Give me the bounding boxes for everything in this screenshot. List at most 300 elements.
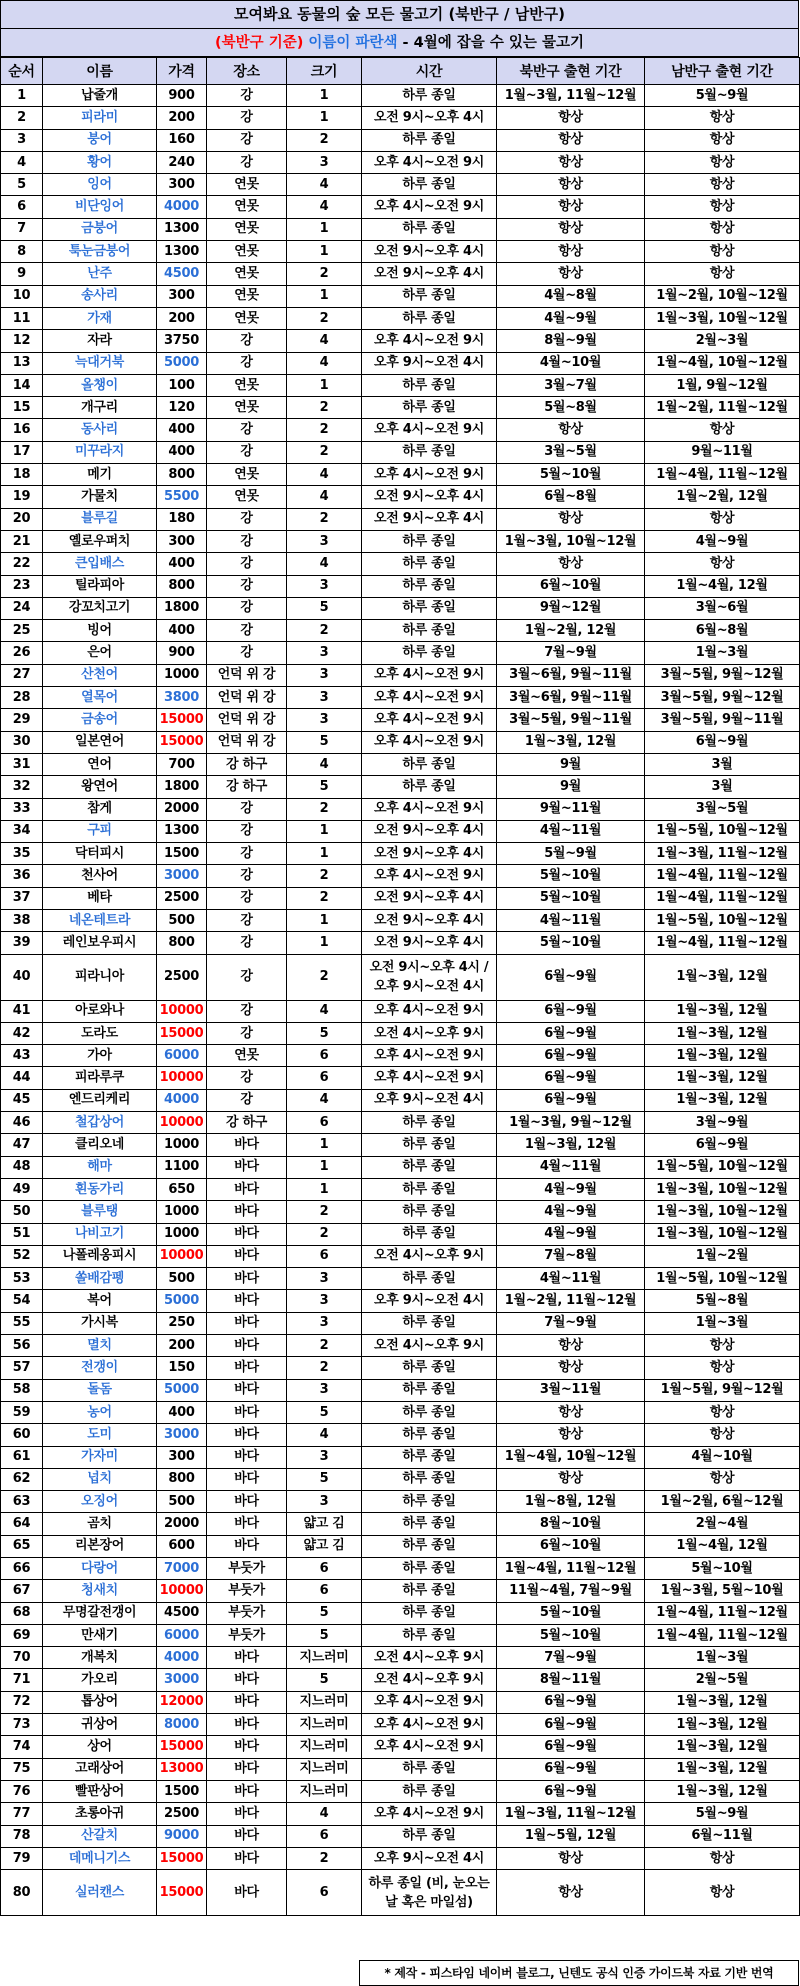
fish-price-cell[interactable]: 6000 [157,1624,207,1646]
fish-time-cell[interactable]: 하루 종일 [362,174,497,196]
fish-south-period-cell[interactable]: 1월~3월, 10월~12월 [645,1201,800,1223]
fish-name-cell[interactable]: 청새치 [43,1580,157,1602]
fish-price-cell[interactable]: 160 [157,129,207,151]
fish-north-period-cell[interactable]: 4월~9월 [497,1201,645,1223]
fish-no-cell[interactable]: 67 [1,1580,43,1602]
fish-north-period-cell[interactable]: 1월~2월, 12월 [497,620,645,642]
fish-time-cell[interactable]: 하루 종일 [362,1401,497,1423]
fish-price-cell[interactable]: 2000 [157,1513,207,1535]
fish-place-cell[interactable]: 바다 [207,1290,287,1312]
fish-size-cell[interactable]: 3 [287,1379,362,1401]
fish-place-cell[interactable]: 부둣가 [207,1624,287,1646]
fish-size-cell[interactable]: 2 [287,1357,362,1379]
fish-price-cell[interactable]: 2500 [157,1803,207,1825]
fish-time-cell[interactable]: 하루 종일 [362,530,497,552]
fish-place-cell[interactable]: 바다 [207,1379,287,1401]
fish-name-cell[interactable]: 미꾸라지 [43,441,157,463]
fish-time-cell[interactable]: 오후 4시~오전 9시 [362,419,497,441]
fish-south-period-cell[interactable]: 3월~9월 [645,1112,800,1134]
fish-time-cell[interactable]: 오후 4시~오전 9시 [362,798,497,820]
fish-south-period-cell[interactable]: 1월~2월, 10월~12월 [645,285,800,307]
fish-south-period-cell[interactable]: 1월~4월, 11월~12월 [645,1624,800,1646]
fish-place-cell[interactable]: 바다 [207,1847,287,1869]
fish-price-cell[interactable]: 10000 [157,1112,207,1134]
fish-north-period-cell[interactable]: 8월~9월 [497,330,645,352]
fish-no-cell[interactable]: 63 [1,1491,43,1513]
fish-price-cell[interactable]: 5500 [157,486,207,508]
fish-north-period-cell[interactable]: 1월~8월, 12월 [497,1491,645,1513]
fish-name-cell[interactable]: 산천어 [43,664,157,686]
fish-no-cell[interactable]: 72 [1,1691,43,1713]
fish-size-cell[interactable]: 6 [287,1067,362,1089]
fish-name-cell[interactable]: 강꼬치고기 [43,597,157,619]
fish-place-cell[interactable]: 강 [207,843,287,865]
fish-north-period-cell[interactable]: 3월~11월 [497,1379,645,1401]
fish-time-cell[interactable]: 오후 4시~오전 9시 [362,687,497,709]
fish-place-cell[interactable]: 바다 [207,1268,287,1290]
fish-south-period-cell[interactable]: 항상 [645,419,800,441]
fish-name-cell[interactable]: 잉어 [43,174,157,196]
fish-price-cell[interactable]: 120 [157,397,207,419]
fish-place-cell[interactable]: 바다 [207,1134,287,1156]
fish-south-period-cell[interactable]: 항상 [645,553,800,575]
fish-north-period-cell[interactable]: 6월~9월 [497,1736,645,1758]
fish-north-period-cell[interactable]: 항상 [497,241,645,263]
fish-no-cell[interactable]: 2 [1,107,43,129]
fish-south-period-cell[interactable]: 항상 [645,151,800,173]
fish-place-cell[interactable]: 바다 [207,1691,287,1713]
fish-price-cell[interactable]: 180 [157,508,207,530]
fish-south-period-cell[interactable]: 항상 [645,263,800,285]
fish-place-cell[interactable]: 바다 [207,1424,287,1446]
fish-north-period-cell[interactable]: 8월~11월 [497,1669,645,1691]
fish-size-cell[interactable]: 2 [287,508,362,530]
col-header-time[interactable]: 시간 [362,58,497,85]
fish-price-cell[interactable]: 1500 [157,843,207,865]
fish-south-period-cell[interactable]: 1월~2월, 12월 [645,486,800,508]
fish-no-cell[interactable]: 28 [1,687,43,709]
fish-size-cell[interactable]: 5 [287,776,362,798]
fish-north-period-cell[interactable]: 항상 [497,419,645,441]
fish-no-cell[interactable]: 26 [1,642,43,664]
fish-size-cell[interactable]: 4 [287,553,362,575]
fish-south-period-cell[interactable]: 항상 [645,508,800,530]
fish-north-period-cell[interactable]: 1월~3월, 10월~12월 [497,530,645,552]
fish-south-period-cell[interactable]: 4월~10월 [645,1446,800,1468]
fish-place-cell[interactable]: 강 [207,553,287,575]
fish-name-cell[interactable]: 가자미 [43,1446,157,1468]
fish-name-cell[interactable]: 개구리 [43,397,157,419]
fish-south-period-cell[interactable]: 항상 [645,1401,800,1423]
fish-size-cell[interactable]: 5 [287,1624,362,1646]
fish-size-cell[interactable]: 3 [287,1312,362,1334]
fish-size-cell[interactable]: 지느러미 [287,1758,362,1780]
fish-price-cell[interactable]: 4000 [157,1089,207,1111]
fish-north-period-cell[interactable]: 6월~9월 [497,1067,645,1089]
fish-south-period-cell[interactable]: 5월~8월 [645,1290,800,1312]
fish-name-cell[interactable]: 쏠배감펭 [43,1268,157,1290]
fish-size-cell[interactable]: 2 [287,620,362,642]
fish-price-cell[interactable]: 15000 [157,1022,207,1044]
fish-price-cell[interactable]: 1500 [157,1780,207,1802]
col-header-place[interactable]: 장소 [207,58,287,85]
fish-time-cell[interactable]: 하루 종일 [362,1602,497,1624]
fish-name-cell[interactable]: 옐로우퍼치 [43,530,157,552]
fish-time-cell[interactable]: 오전 9시~오후 4시 [362,820,497,842]
fish-price-cell[interactable]: 400 [157,553,207,575]
fish-south-period-cell[interactable]: 1월~3월, 12월 [645,1714,800,1736]
fish-south-period-cell[interactable]: 9월~11월 [645,441,800,463]
fish-no-cell[interactable]: 32 [1,776,43,798]
fish-name-cell[interactable]: 천사어 [43,865,157,887]
fish-name-cell[interactable]: 상어 [43,1736,157,1758]
fish-name-cell[interactable]: 초롱아귀 [43,1803,157,1825]
fish-south-period-cell[interactable]: 1월~2월, 11월~12월 [645,397,800,419]
fish-south-period-cell[interactable]: 1월~3월, 12월 [645,1691,800,1713]
fish-north-period-cell[interactable]: 9월 [497,753,645,775]
fish-north-period-cell[interactable]: 항상 [497,129,645,151]
fish-place-cell[interactable]: 언덕 위 강 [207,687,287,709]
fish-price-cell[interactable]: 15000 [157,1736,207,1758]
fish-size-cell[interactable]: 2 [287,1201,362,1223]
fish-north-period-cell[interactable]: 항상 [497,1401,645,1423]
fish-price-cell[interactable]: 10000 [157,1067,207,1089]
fish-size-cell[interactable]: 4 [287,486,362,508]
fish-north-period-cell[interactable]: 5월~10월 [497,464,645,486]
fish-size-cell[interactable]: 5 [287,1022,362,1044]
fish-size-cell[interactable]: 5 [287,1468,362,1490]
fish-name-cell[interactable]: 네온테트라 [43,909,157,931]
fish-price-cell[interactable]: 4500 [157,263,207,285]
fish-no-cell[interactable]: 25 [1,620,43,642]
fish-name-cell[interactable]: 고래상어 [43,1758,157,1780]
fish-size-cell[interactable]: 지느러미 [287,1691,362,1713]
fish-time-cell[interactable]: 오후 4시~오전 9시 [362,731,497,753]
fish-south-period-cell[interactable]: 1월~3월, 12월 [645,1089,800,1111]
fish-size-cell[interactable]: 5 [287,1401,362,1423]
fish-price-cell[interactable]: 4500 [157,1602,207,1624]
fish-north-period-cell[interactable]: 5월~10월 [497,1602,645,1624]
fish-price-cell[interactable]: 8000 [157,1714,207,1736]
fish-name-cell[interactable]: 나폴레옹피시 [43,1245,157,1267]
fish-time-cell[interactable]: 하루 종일 [362,1424,497,1446]
fish-south-period-cell[interactable]: 항상 [645,241,800,263]
fish-size-cell[interactable]: 얇고 김 [287,1513,362,1535]
fish-no-cell[interactable]: 77 [1,1803,43,1825]
fish-no-cell[interactable]: 21 [1,530,43,552]
fish-time-cell[interactable]: 오전 9시~오후 4시 [362,107,497,129]
fish-size-cell[interactable]: 5 [287,597,362,619]
fish-size-cell[interactable]: 1 [287,843,362,865]
fish-no-cell[interactable]: 8 [1,241,43,263]
col-header-name[interactable]: 이름 [43,58,157,85]
fish-price-cell[interactable]: 200 [157,307,207,329]
fish-north-period-cell[interactable]: 5월~8월 [497,397,645,419]
fish-place-cell[interactable]: 연못 [207,263,287,285]
fish-place-cell[interactable]: 강 [207,530,287,552]
fish-price-cell[interactable]: 3000 [157,865,207,887]
fish-name-cell[interactable]: 도라도 [43,1022,157,1044]
fish-north-period-cell[interactable]: 7월~8월 [497,1245,645,1267]
fish-price-cell[interactable]: 250 [157,1312,207,1334]
fish-size-cell[interactable]: 2 [287,887,362,909]
fish-price-cell[interactable]: 5000 [157,1379,207,1401]
fish-south-period-cell[interactable]: 1월~4월, 12월 [645,1535,800,1557]
fish-size-cell[interactable]: 5 [287,1669,362,1691]
fish-name-cell[interactable]: 납줄개 [43,85,157,107]
fish-place-cell[interactable]: 강 [207,85,287,107]
fish-north-period-cell[interactable]: 1월~3월, 9월~12월 [497,1112,645,1134]
fish-north-period-cell[interactable]: 6월~9월 [497,1780,645,1802]
fish-time-cell[interactable]: 하루 종일 [362,642,497,664]
fish-place-cell[interactable]: 연못 [207,241,287,263]
fish-north-period-cell[interactable]: 5월~10월 [497,932,645,954]
fish-place-cell[interactable]: 강 [207,330,287,352]
fish-north-period-cell[interactable]: 1월~3월, 12월 [497,1134,645,1156]
fish-place-cell[interactable]: 강 [207,887,287,909]
fish-time-cell[interactable]: 하루 종일 [362,1446,497,1468]
col-header-price[interactable]: 가격 [157,58,207,85]
fish-place-cell[interactable]: 강 [207,107,287,129]
fish-size-cell[interactable]: 4 [287,196,362,218]
fish-price-cell[interactable]: 100 [157,374,207,396]
fish-no-cell[interactable]: 6 [1,196,43,218]
fish-price-cell[interactable]: 800 [157,464,207,486]
fish-no-cell[interactable]: 80 [1,1870,43,1916]
fish-name-cell[interactable]: 레인보우피시 [43,932,157,954]
fish-place-cell[interactable]: 연못 [207,464,287,486]
fish-place-cell[interactable]: 언덕 위 강 [207,731,287,753]
fish-time-cell[interactable]: 오후 4시~오전 9시 [362,1000,497,1022]
fish-size-cell[interactable]: 2 [287,954,362,1000]
fish-size-cell[interactable]: 5 [287,1602,362,1624]
fish-time-cell[interactable]: 하루 종일 (비, 눈오는 날 혹은 마일섬) [362,1870,497,1916]
fish-north-period-cell[interactable]: 9월~11월 [497,798,645,820]
fish-size-cell[interactable]: 1 [287,1156,362,1178]
fish-price-cell[interactable]: 800 [157,932,207,954]
fish-time-cell[interactable]: 하루 종일 [362,1491,497,1513]
fish-name-cell[interactable]: 빙어 [43,620,157,642]
fish-name-cell[interactable]: 블루길 [43,508,157,530]
fish-south-period-cell[interactable]: 항상 [645,129,800,151]
fish-north-period-cell[interactable]: 항상 [497,508,645,530]
fish-time-cell[interactable]: 오후 4시~오전 9시 [362,1067,497,1089]
fish-north-period-cell[interactable]: 9월~12월 [497,597,645,619]
fish-time-cell[interactable]: 하루 종일 [362,1223,497,1245]
fish-south-period-cell[interactable]: 항상 [645,196,800,218]
fish-size-cell[interactable]: 2 [287,419,362,441]
fish-price-cell[interactable]: 1000 [157,1201,207,1223]
fish-no-cell[interactable]: 38 [1,909,43,931]
fish-name-cell[interactable]: 닥터피시 [43,843,157,865]
fish-south-period-cell[interactable]: 3월~5월, 9월~12월 [645,664,800,686]
fish-place-cell[interactable]: 강 [207,1000,287,1022]
fish-name-cell[interactable]: 피라미 [43,107,157,129]
fish-size-cell[interactable]: 1 [287,85,362,107]
fish-size-cell[interactable]: 6 [287,1580,362,1602]
fish-south-period-cell[interactable]: 1월~4월, 11월~12월 [645,865,800,887]
fish-no-cell[interactable]: 13 [1,352,43,374]
fish-name-cell[interactable]: 베타 [43,887,157,909]
fish-size-cell[interactable]: 6 [287,1870,362,1916]
fish-price-cell[interactable]: 1100 [157,1156,207,1178]
fish-time-cell[interactable]: 오후 4시~오전 9시 [362,1691,497,1713]
fish-place-cell[interactable]: 강 [207,508,287,530]
fish-size-cell[interactable]: 3 [287,575,362,597]
fish-name-cell[interactable]: 개복치 [43,1647,157,1669]
fish-no-cell[interactable]: 54 [1,1290,43,1312]
fish-name-cell[interactable]: 무명갈전갱이 [43,1602,157,1624]
fish-time-cell[interactable]: 오후 4시~오전 9시 [362,664,497,686]
fish-place-cell[interactable]: 연못 [207,174,287,196]
fish-south-period-cell[interactable]: 항상 [645,107,800,129]
fish-no-cell[interactable]: 48 [1,1156,43,1178]
fish-south-period-cell[interactable]: 항상 [645,1870,800,1916]
fish-no-cell[interactable]: 22 [1,553,43,575]
fish-price-cell[interactable]: 400 [157,441,207,463]
fish-south-period-cell[interactable]: 5월~9월 [645,1803,800,1825]
fish-price-cell[interactable]: 12000 [157,1691,207,1713]
fish-no-cell[interactable]: 69 [1,1624,43,1646]
fish-place-cell[interactable]: 연못 [207,218,287,240]
fish-south-period-cell[interactable]: 1월~3월, 10월~12월 [645,307,800,329]
fish-time-cell[interactable]: 오후 4시~오전 9시 [362,1045,497,1067]
fish-price-cell[interactable]: 2000 [157,798,207,820]
fish-size-cell[interactable]: 6 [287,1558,362,1580]
fish-name-cell[interactable]: 가물치 [43,486,157,508]
fish-no-cell[interactable]: 35 [1,843,43,865]
fish-price-cell[interactable]: 300 [157,1446,207,1468]
fish-name-cell[interactable]: 가아 [43,1045,157,1067]
fish-size-cell[interactable]: 2 [287,263,362,285]
fish-no-cell[interactable]: 37 [1,887,43,909]
fish-no-cell[interactable]: 30 [1,731,43,753]
fish-time-cell[interactable]: 오후 9시~오전 4시 [362,1089,497,1111]
fish-name-cell[interactable]: 연어 [43,753,157,775]
fish-south-period-cell[interactable]: 1월~4월, 11월~12월 [645,464,800,486]
fish-place-cell[interactable]: 바다 [207,1446,287,1468]
fish-south-period-cell[interactable]: 1월~4월, 11월~12월 [645,1602,800,1624]
fish-price-cell[interactable]: 400 [157,419,207,441]
fish-south-period-cell[interactable]: 3월~5월, 9월~12월 [645,687,800,709]
fish-name-cell[interactable]: 황어 [43,151,157,173]
fish-price-cell[interactable]: 650 [157,1178,207,1200]
fish-size-cell[interactable]: 지느러미 [287,1647,362,1669]
fish-size-cell[interactable]: 2 [287,307,362,329]
fish-north-period-cell[interactable]: 항상 [497,263,645,285]
fish-place-cell[interactable]: 바다 [207,1312,287,1334]
fish-south-period-cell[interactable]: 1월~5월, 10월~12월 [645,820,800,842]
fish-place-cell[interactable]: 강 [207,129,287,151]
fish-price-cell[interactable]: 3750 [157,330,207,352]
fish-price-cell[interactable]: 1000 [157,1223,207,1245]
fish-south-period-cell[interactable]: 2월~5월 [645,1669,800,1691]
fish-no-cell[interactable]: 45 [1,1089,43,1111]
fish-no-cell[interactable]: 16 [1,419,43,441]
fish-no-cell[interactable]: 53 [1,1268,43,1290]
fish-north-period-cell[interactable]: 항상 [497,174,645,196]
fish-no-cell[interactable]: 24 [1,597,43,619]
fish-south-period-cell[interactable]: 1월~4월, 10월~12월 [645,352,800,374]
fish-price-cell[interactable]: 900 [157,642,207,664]
fish-south-period-cell[interactable]: 1월~5월, 10월~12월 [645,909,800,931]
fish-south-period-cell[interactable]: 1월~5월, 9월~12월 [645,1379,800,1401]
fish-south-period-cell[interactable]: 1월~3월, 12월 [645,1736,800,1758]
fish-north-period-cell[interactable]: 항상 [497,196,645,218]
fish-north-period-cell[interactable]: 4월~8월 [497,285,645,307]
fish-size-cell[interactable]: 4 [287,1000,362,1022]
fish-south-period-cell[interactable]: 1월~4월, 11월~12월 [645,887,800,909]
fish-place-cell[interactable]: 강 [207,1089,287,1111]
fish-south-period-cell[interactable]: 6월~8월 [645,620,800,642]
fish-price-cell[interactable]: 1000 [157,664,207,686]
fish-time-cell[interactable]: 오전 4시~오후 9시 [362,1022,497,1044]
fish-north-period-cell[interactable]: 4월~9월 [497,307,645,329]
fish-size-cell[interactable]: 6 [287,1245,362,1267]
fish-no-cell[interactable]: 9 [1,263,43,285]
fish-no-cell[interactable]: 50 [1,1201,43,1223]
fish-place-cell[interactable]: 언덕 위 강 [207,709,287,731]
fish-name-cell[interactable]: 툭눈금붕어 [43,241,157,263]
fish-price-cell[interactable]: 500 [157,1268,207,1290]
fish-place-cell[interactable]: 강 [207,575,287,597]
fish-name-cell[interactable]: 큰입배스 [43,553,157,575]
fish-south-period-cell[interactable]: 6월~9월 [645,1134,800,1156]
fish-no-cell[interactable]: 76 [1,1780,43,1802]
fish-price-cell[interactable]: 800 [157,1468,207,1490]
fish-name-cell[interactable]: 넙치 [43,1468,157,1490]
fish-place-cell[interactable]: 강 [207,151,287,173]
fish-price-cell[interactable]: 1300 [157,820,207,842]
fish-price-cell[interactable]: 10000 [157,1000,207,1022]
fish-name-cell[interactable]: 올챙이 [43,374,157,396]
fish-north-period-cell[interactable]: 6월~9월 [497,1000,645,1022]
fish-south-period-cell[interactable]: 6월~11월 [645,1825,800,1847]
fish-place-cell[interactable]: 바다 [207,1357,287,1379]
fish-place-cell[interactable]: 연못 [207,397,287,419]
fish-south-period-cell[interactable]: 항상 [645,1335,800,1357]
fish-name-cell[interactable]: 가시복 [43,1312,157,1334]
fish-place-cell[interactable]: 바다 [207,1714,287,1736]
fish-size-cell[interactable]: 2 [287,129,362,151]
fish-name-cell[interactable]: 참게 [43,798,157,820]
fish-place-cell[interactable]: 바다 [207,1535,287,1557]
fish-size-cell[interactable]: 2 [287,397,362,419]
fish-no-cell[interactable]: 73 [1,1714,43,1736]
fish-no-cell[interactable]: 12 [1,330,43,352]
fish-price-cell[interactable]: 1300 [157,218,207,240]
fish-time-cell[interactable]: 하루 종일 [362,1134,497,1156]
fish-north-period-cell[interactable]: 7월~9월 [497,1312,645,1334]
fish-no-cell[interactable]: 79 [1,1847,43,1869]
fish-north-period-cell[interactable]: 항상 [497,553,645,575]
fish-place-cell[interactable]: 바다 [207,1758,287,1780]
fish-north-period-cell[interactable]: 1월~5월, 12월 [497,1825,645,1847]
fish-place-cell[interactable]: 바다 [207,1825,287,1847]
fish-no-cell[interactable]: 47 [1,1134,43,1156]
fish-no-cell[interactable]: 52 [1,1245,43,1267]
fish-north-period-cell[interactable]: 1월~3월, 11월~12월 [497,1803,645,1825]
fish-place-cell[interactable]: 바다 [207,1401,287,1423]
fish-south-period-cell[interactable]: 5월~10월 [645,1558,800,1580]
fish-no-cell[interactable]: 49 [1,1178,43,1200]
fish-time-cell[interactable]: 하루 종일 [362,374,497,396]
fish-price-cell[interactable]: 4000 [157,1647,207,1669]
fish-north-period-cell[interactable]: 항상 [497,151,645,173]
fish-no-cell[interactable]: 36 [1,865,43,887]
fish-south-period-cell[interactable]: 3월~6월 [645,597,800,619]
fish-south-period-cell[interactable]: 1월~2월, 6월~12월 [645,1491,800,1513]
